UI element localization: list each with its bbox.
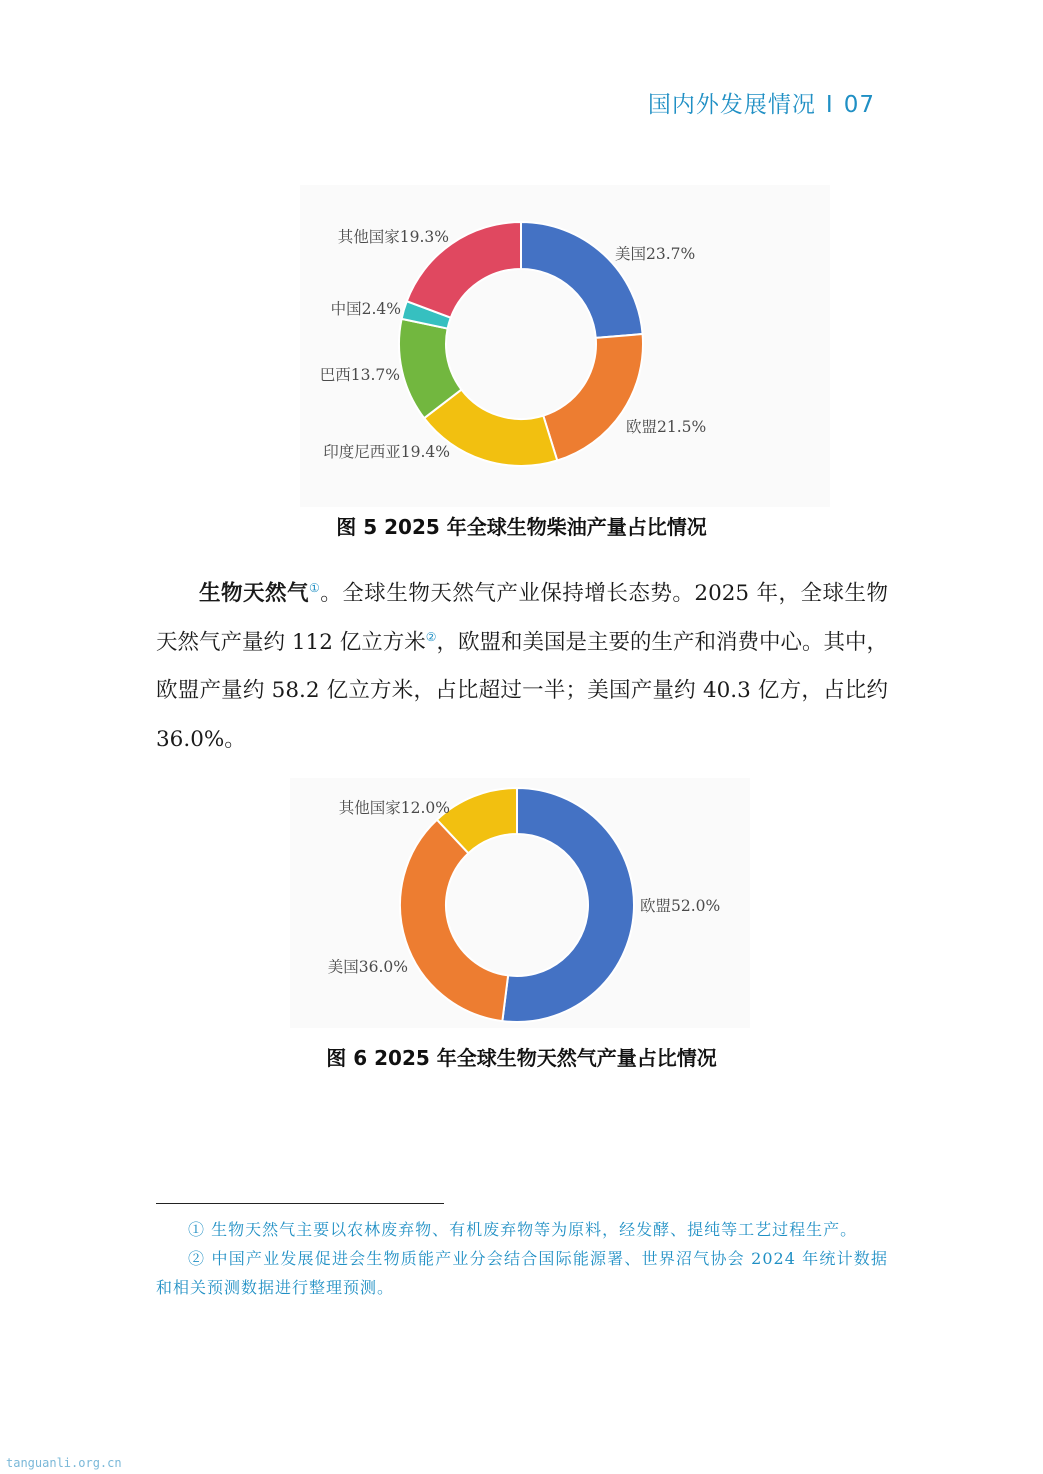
slice-label-2: 印度尼西亚19.4% (323, 443, 450, 461)
slice-label-1: 美国36.0% (327, 958, 408, 976)
header-separator: I (825, 92, 834, 118)
slice-label-3: 巴西13.7% (319, 366, 400, 384)
donut-slice-0 (502, 788, 634, 1022)
footnote-2-mark: ② (188, 1249, 206, 1268)
footnote-1-text: 生物天然气主要以农林废弃物、有机废弃物等为原料，经发酵、提纯等工艺过程生产。 (211, 1220, 858, 1239)
page-number: 07 (843, 92, 875, 118)
paragraph-text-1: 。全球生物天然气产业保持增长态势。2025 年，全球生物天然气产量约 112 亿立方米 (156, 581, 888, 655)
site-watermark: tanguanli.org.cn (6, 1456, 122, 1470)
paragraph-lead: 生物天然气 (199, 581, 310, 606)
footnote-ref-2[interactable]: ② (425, 629, 437, 644)
footnote-1 (156, 1215, 888, 1244)
header-title: 国内外发展情况 (647, 92, 816, 118)
figure-6-caption: 图 6 2025 年全球生物天然气产量占比情况 (326, 1046, 717, 1070)
slice-label-0: 欧盟52.0% (640, 897, 721, 915)
slice-label-4: 中国2.4% (330, 300, 401, 318)
footnotes (156, 1215, 888, 1302)
slice-label-1: 欧盟21.5% (626, 418, 707, 436)
footnote-divider (156, 1203, 444, 1204)
slice-label-0: 美国23.7% (615, 245, 696, 263)
slice-label-5: 其他国家19.3% (337, 228, 449, 246)
footnote-2 (156, 1244, 888, 1302)
donut-slice-1 (400, 820, 508, 1021)
footnote-1-mark: ① (188, 1220, 206, 1239)
figure-5-caption: 图 5 2025 年全球生物柴油产量占比情况 (336, 515, 707, 539)
paragraph-text-2: ，欧盟和美国是主要的生产和消费中心。其中，欧盟产量约 58.2 亿立方米，占比超过一半；美国产量约 40.3 亿方，占比约 36.0%。 (156, 629, 888, 752)
slice-label-2: 其他国家12.0% (338, 799, 450, 817)
footnote-ref-1[interactable]: ① (309, 580, 321, 595)
footnote-2-text: 中国产业发展促进会生物质能产业分会结合国际能源署、世界沼气协会 2024 年统计数据和相关预测数据进行整理预测。 (156, 1249, 888, 1297)
